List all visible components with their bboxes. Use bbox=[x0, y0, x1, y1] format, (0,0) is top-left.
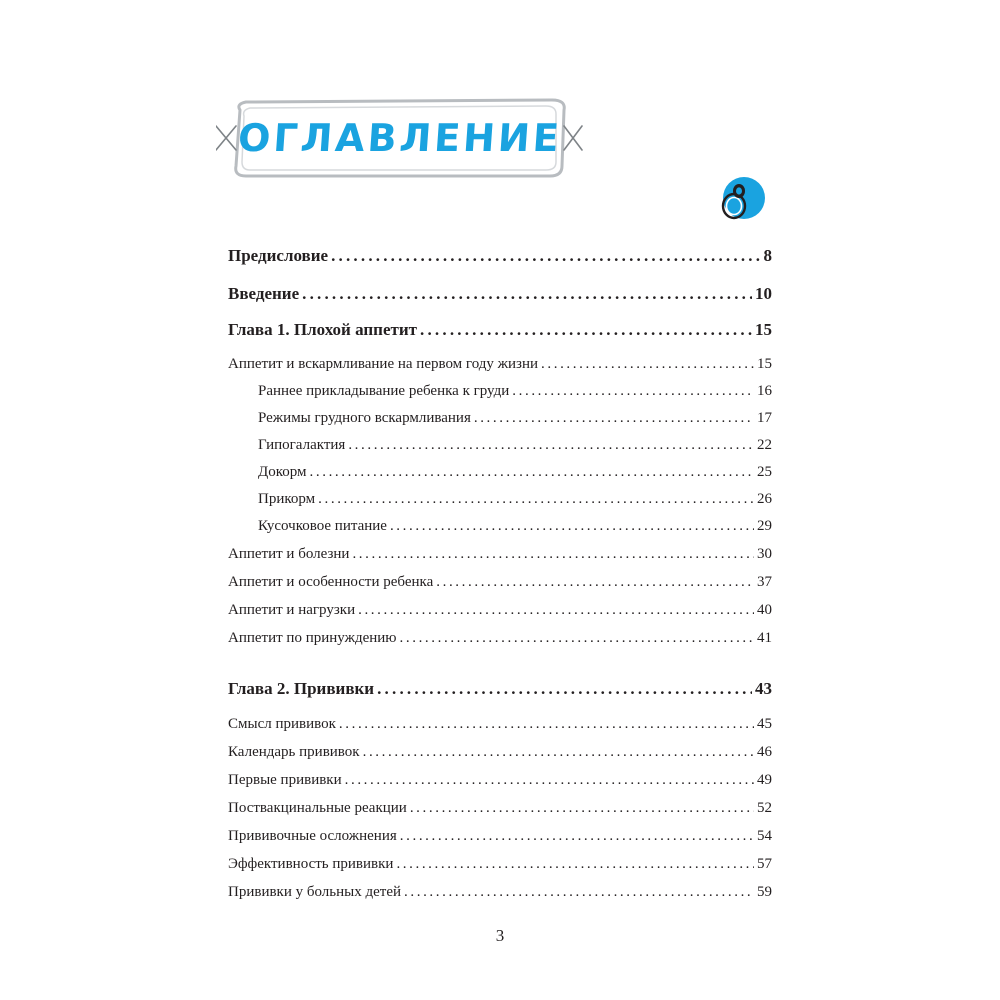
toc-entry-label: Аппетит и вскармливание на первом году жизни bbox=[228, 356, 539, 372]
toc-entry-page: 46 bbox=[757, 744, 772, 760]
dot-leader bbox=[339, 716, 754, 733]
toc-entry-section[interactable] bbox=[228, 546, 772, 563]
toc-entry-page: 30 bbox=[757, 546, 772, 562]
toc-entry-page: 15 bbox=[757, 356, 772, 372]
toc-entry-chapter-2[interactable] bbox=[228, 679, 772, 699]
toc-entry-label: Аппетит по принуждению bbox=[228, 630, 397, 646]
toc-entry-subsection[interactable] bbox=[258, 410, 772, 427]
toc-entry-page: 37 bbox=[757, 574, 772, 590]
toc-entry-section[interactable] bbox=[228, 630, 772, 647]
toc-entry-label: Аппетит и нагрузки bbox=[228, 602, 356, 618]
dot-leader bbox=[410, 800, 754, 817]
toc-entry-preface[interactable] bbox=[228, 246, 772, 266]
toc-entry-label: Глава 2. Прививки bbox=[228, 679, 375, 698]
dot-leader bbox=[420, 320, 752, 340]
toc-entry-subsection[interactable] bbox=[258, 491, 772, 508]
toc-entry-label: Гипогалактия bbox=[258, 437, 346, 453]
dot-leader bbox=[390, 518, 754, 535]
toc-entry-page: 22 bbox=[757, 437, 772, 453]
title-banner bbox=[216, 96, 584, 180]
toc-entry-page: 54 bbox=[757, 828, 772, 844]
toc-entry-page: 25 bbox=[757, 464, 772, 480]
toc-entry-label: Прививочные осложнения bbox=[228, 828, 397, 844]
dot-leader bbox=[318, 491, 754, 508]
toc-entry-page: 26 bbox=[757, 491, 772, 507]
toc-entry-page: 49 bbox=[757, 772, 772, 788]
toc-entry-page: 57 bbox=[757, 856, 772, 872]
toc-entry-label: Календарь прививок bbox=[228, 744, 360, 760]
toc-entry-page: 41 bbox=[757, 630, 772, 646]
toc-entry-page: 43 bbox=[755, 679, 772, 698]
dot-leader bbox=[377, 679, 752, 699]
toc-entry-section[interactable] bbox=[228, 356, 772, 373]
toc-entry-label: Докорм bbox=[258, 464, 307, 480]
toc-entry-section[interactable] bbox=[228, 716, 772, 733]
toc-entry-label: Введение bbox=[228, 284, 300, 303]
toc-entry-label: Кусочковое питание bbox=[258, 518, 387, 534]
toc-entry-section[interactable] bbox=[228, 574, 772, 591]
toc-entry-page: 15 bbox=[755, 320, 772, 339]
toc-entry-page: 45 bbox=[757, 716, 772, 732]
toc-entry-label: Режимы грудного вскармливания bbox=[258, 410, 471, 426]
dot-leader bbox=[512, 383, 754, 400]
dot-leader bbox=[436, 574, 754, 591]
toc-entry-introduction[interactable] bbox=[228, 284, 772, 304]
toc-entry-label: Аппетит и болезни bbox=[228, 546, 350, 562]
toc-entry-page: 8 bbox=[763, 246, 772, 265]
dot-leader bbox=[310, 464, 754, 481]
toc-entry-label: Смысл прививок bbox=[228, 716, 336, 732]
dot-leader bbox=[404, 884, 754, 901]
dot-leader bbox=[302, 284, 752, 304]
toc-entry-label: Предисловие bbox=[228, 246, 329, 265]
toc-entry-label: Эффективность прививки bbox=[228, 856, 394, 872]
dot-leader bbox=[345, 772, 754, 789]
dot-leader bbox=[400, 828, 754, 845]
dot-leader bbox=[358, 602, 754, 619]
toc-entry-label: Прививки у больных детей bbox=[228, 884, 402, 900]
toc-entry-subsection[interactable] bbox=[258, 383, 772, 400]
dot-leader bbox=[400, 630, 754, 647]
toc-entry-subsection[interactable] bbox=[258, 518, 772, 535]
toc-entry-section[interactable] bbox=[228, 828, 772, 845]
toc-entry-page: 59 bbox=[757, 884, 772, 900]
toc-entry-page: 52 bbox=[757, 800, 772, 816]
pacifier-icon bbox=[708, 176, 768, 224]
page-number: 3 bbox=[495, 926, 505, 945]
toc-entry-label: Глава 1. Плохой аппетит bbox=[228, 320, 418, 339]
toc-entry-page: 10 bbox=[755, 284, 772, 303]
toc-entry-label: Поствакцинальные реакции bbox=[228, 800, 407, 816]
dot-leader bbox=[363, 744, 754, 761]
toc-entry-label: Прикорм bbox=[258, 491, 316, 507]
toc-entry-page: 16 bbox=[757, 383, 772, 399]
toc-entry-section[interactable] bbox=[228, 602, 772, 619]
toc-entry-page: 40 bbox=[757, 602, 772, 618]
dot-leader bbox=[396, 856, 754, 873]
dot-leader bbox=[348, 437, 754, 454]
toc-entry-label: Раннее прикладывание ребенка к груди bbox=[258, 383, 510, 399]
page-title: ОГЛАВЛЕНИЕ bbox=[236, 116, 564, 160]
toc-entry-section[interactable] bbox=[228, 884, 772, 901]
toc-entry-section[interactable] bbox=[228, 772, 772, 789]
toc-entry-page: 17 bbox=[757, 410, 772, 426]
dot-leader bbox=[331, 246, 760, 266]
toc-entry-section[interactable] bbox=[228, 744, 772, 761]
toc-entry-label: Первые прививки bbox=[228, 772, 342, 788]
toc-entry-section[interactable] bbox=[228, 856, 772, 873]
dot-leader bbox=[352, 546, 754, 563]
dot-leader bbox=[474, 410, 754, 427]
toc-entry-label: Аппетит и особенности ребенка bbox=[228, 574, 434, 590]
toc-entry-page: 29 bbox=[757, 518, 772, 534]
toc-entry-section[interactable] bbox=[228, 800, 772, 817]
toc-entry-subsection[interactable] bbox=[258, 437, 772, 454]
toc-entry-subsection[interactable] bbox=[258, 464, 772, 481]
toc-entry-chapter-1[interactable] bbox=[228, 320, 772, 340]
dot-leader bbox=[541, 356, 754, 373]
